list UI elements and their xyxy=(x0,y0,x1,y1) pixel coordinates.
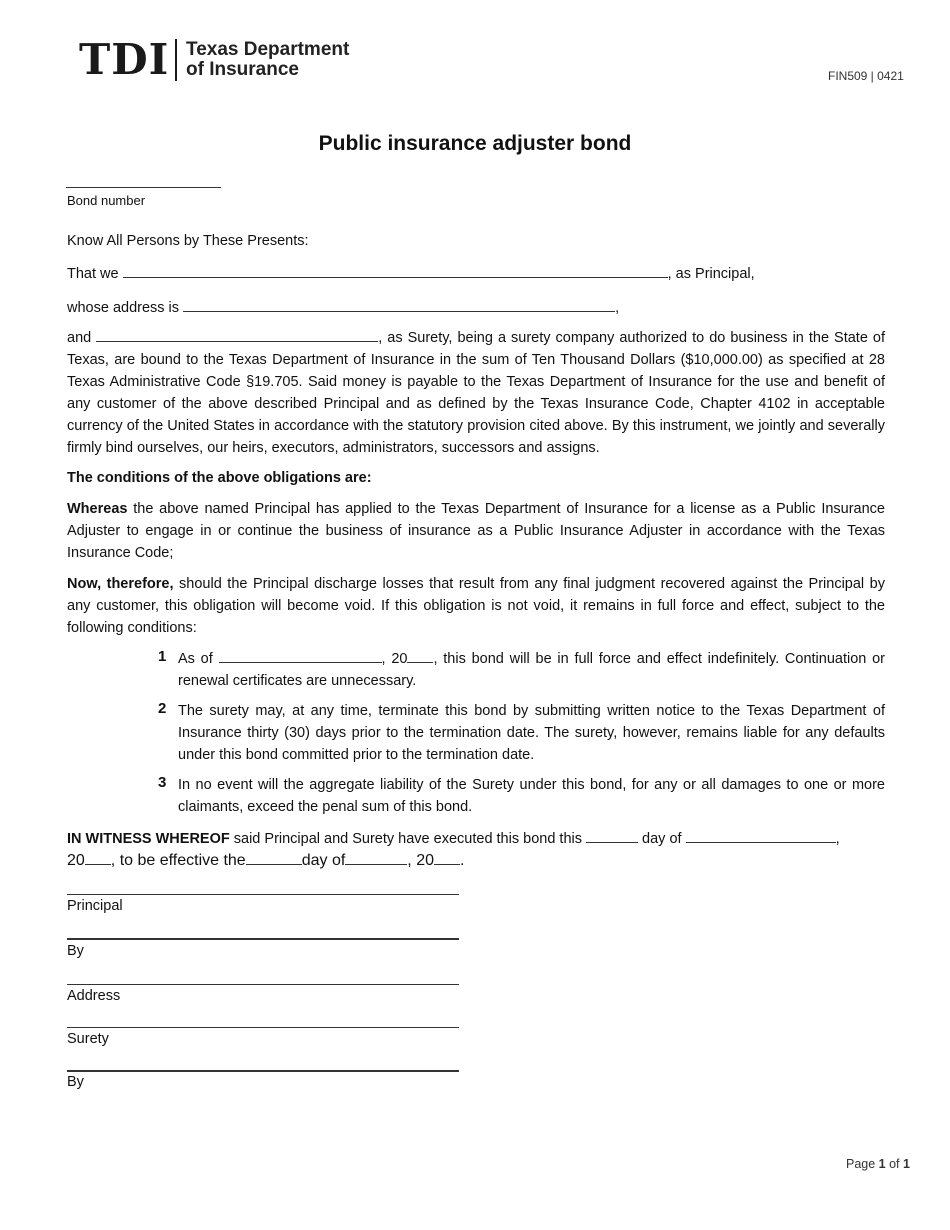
condition-2-number: 2 xyxy=(158,700,167,717)
condition-3-text: In no event will the aggregate liability of the Surety under this bond, for any or all damages to one or more claimants, exceed the penal sum of this bond. xyxy=(178,777,885,815)
condition-2-text: The surety may, at any time, terminate this bond by submitting written notice to the Texas Department of Insurance thirty (30) days prior to the termination date. The surety, however, remains liable for any defaults under this bond committed prior to the termination date. xyxy=(178,703,885,763)
page-current: 1 xyxy=(878,1157,886,1171)
principal-label: Principal xyxy=(67,898,123,914)
witness-period: . xyxy=(459,852,465,869)
effective-year-field[interactable] xyxy=(407,649,433,663)
surety-name-field[interactable] xyxy=(96,328,378,342)
form-code: FIN509 | 0421 xyxy=(828,69,904,83)
principal-by-label: By xyxy=(67,943,84,959)
and-label: and xyxy=(67,330,92,346)
witness-comma: , xyxy=(835,831,840,847)
condition-1-number: 1 xyxy=(158,648,167,665)
executed-year-field[interactable] xyxy=(85,851,111,865)
surety-label: Surety xyxy=(67,1031,109,1047)
whereas-lead: Whereas xyxy=(67,501,128,517)
whose-address-label: whose address is xyxy=(67,300,180,316)
surety-signature-line[interactable] xyxy=(67,1027,459,1028)
page-total: 1 xyxy=(903,1157,910,1171)
effective-month-field[interactable] xyxy=(345,851,407,865)
bond-number-label: Bond number xyxy=(67,193,146,208)
logo-line-2: of Insurance xyxy=(186,59,299,80)
intro-text: Know All Persons by These Presents: xyxy=(67,233,309,249)
page-number xyxy=(846,1157,910,1171)
principal-name-field[interactable] xyxy=(123,264,668,278)
executed-month-field[interactable] xyxy=(686,829,836,843)
condition-1-mid: , 20 xyxy=(381,651,408,667)
condition-1-pre: As of xyxy=(178,651,213,667)
now-therefore-text: should the Principal discharge losses that result from any final judgment recovered against the Principal by any customer, this obligation will become void. If this obligation is not void, it remains in full force and effect, subject to the following conditions: xyxy=(67,576,885,636)
surety-by-signature-line[interactable] xyxy=(67,1070,459,1072)
surety-by-label: By xyxy=(67,1074,84,1090)
logo-agency-name xyxy=(186,40,349,80)
witness-text-1: said Principal and Surety have executed this bond this xyxy=(229,831,582,847)
condition-1-post: , this bond will be in full force and effect indefinitely. Continuation or renewal certificates are unnecessary. xyxy=(178,651,885,689)
page-title: Public insurance adjuster bond xyxy=(318,132,632,155)
address-label: Address xyxy=(67,988,121,1004)
surety-paragraph-text: , as Surety, being a surety company authorized to do business in the State of Texas, are bound to the Texas Department of Insurance in the sum of Ten Thousand Dollars ($10,000.00) as specified at 28 Texas Administrative Code §19.705. Said money is payable to the Texas Department of Insurance for the use and benefit of any customer of the above described Principal and as defined by the Texas Insurance Code, Chapter 4102 in acceptable currency of the United States in accordance with the statutory provision cited above. By this instrument, we jointly and severally firmly bind ourselves, our heirs, executors, administrators, successors and assigns. xyxy=(67,330,885,456)
witness-lead: IN WITNESS WHEREOF xyxy=(67,831,230,847)
principal-line xyxy=(67,263,755,285)
witness-text-2: day of xyxy=(642,831,682,847)
witness-line-1 xyxy=(67,828,895,850)
now-therefore-paragraph xyxy=(67,573,885,639)
executed-year-prefix: 20 xyxy=(67,852,85,869)
principal-signature-line[interactable] xyxy=(67,894,459,895)
effective-year-field-2[interactable] xyxy=(434,851,460,865)
effective-date-field[interactable] xyxy=(219,649,382,663)
principal-address-field[interactable] xyxy=(183,298,615,312)
address-signature-line[interactable] xyxy=(67,984,459,985)
witness-line-2 xyxy=(67,850,464,872)
effective-day-of-label: day of xyxy=(301,852,346,869)
now-therefore-lead: Now, therefore, xyxy=(67,576,174,592)
address-line xyxy=(67,297,619,319)
whereas-paragraph xyxy=(67,498,885,564)
logo-divider xyxy=(175,39,177,81)
condition-3-number: 3 xyxy=(158,774,167,791)
page-of: of xyxy=(885,1157,903,1171)
page-prefix: Page xyxy=(846,1157,879,1171)
conditions-heading: The conditions of the above obligations are: xyxy=(67,470,372,486)
effective-label: , to be effective the xyxy=(110,852,246,869)
that-we-label: That we xyxy=(67,266,119,282)
as-principal-label: , as Principal, xyxy=(667,266,755,282)
address-comma: , xyxy=(615,300,620,316)
condition-1-text xyxy=(178,648,885,692)
effective-year-prefix: , 20 xyxy=(407,852,434,869)
whereas-text: the above named Principal has applied to the Texas Department of Insurance for a license as a Public Insurance Adjuster to engage in or continue the business of insurance as a Public Insurance Adjuster in accordance with the Texas Insurance Code; xyxy=(67,501,885,561)
effective-day-field[interactable] xyxy=(246,851,302,865)
executed-day-field[interactable] xyxy=(586,829,638,843)
tdi-logo: TDI xyxy=(79,35,170,84)
principal-by-signature-line[interactable] xyxy=(67,938,459,940)
logo-line-1: Texas Department xyxy=(186,39,350,60)
bond-number-field[interactable] xyxy=(66,187,221,188)
surety-paragraph xyxy=(67,327,885,459)
